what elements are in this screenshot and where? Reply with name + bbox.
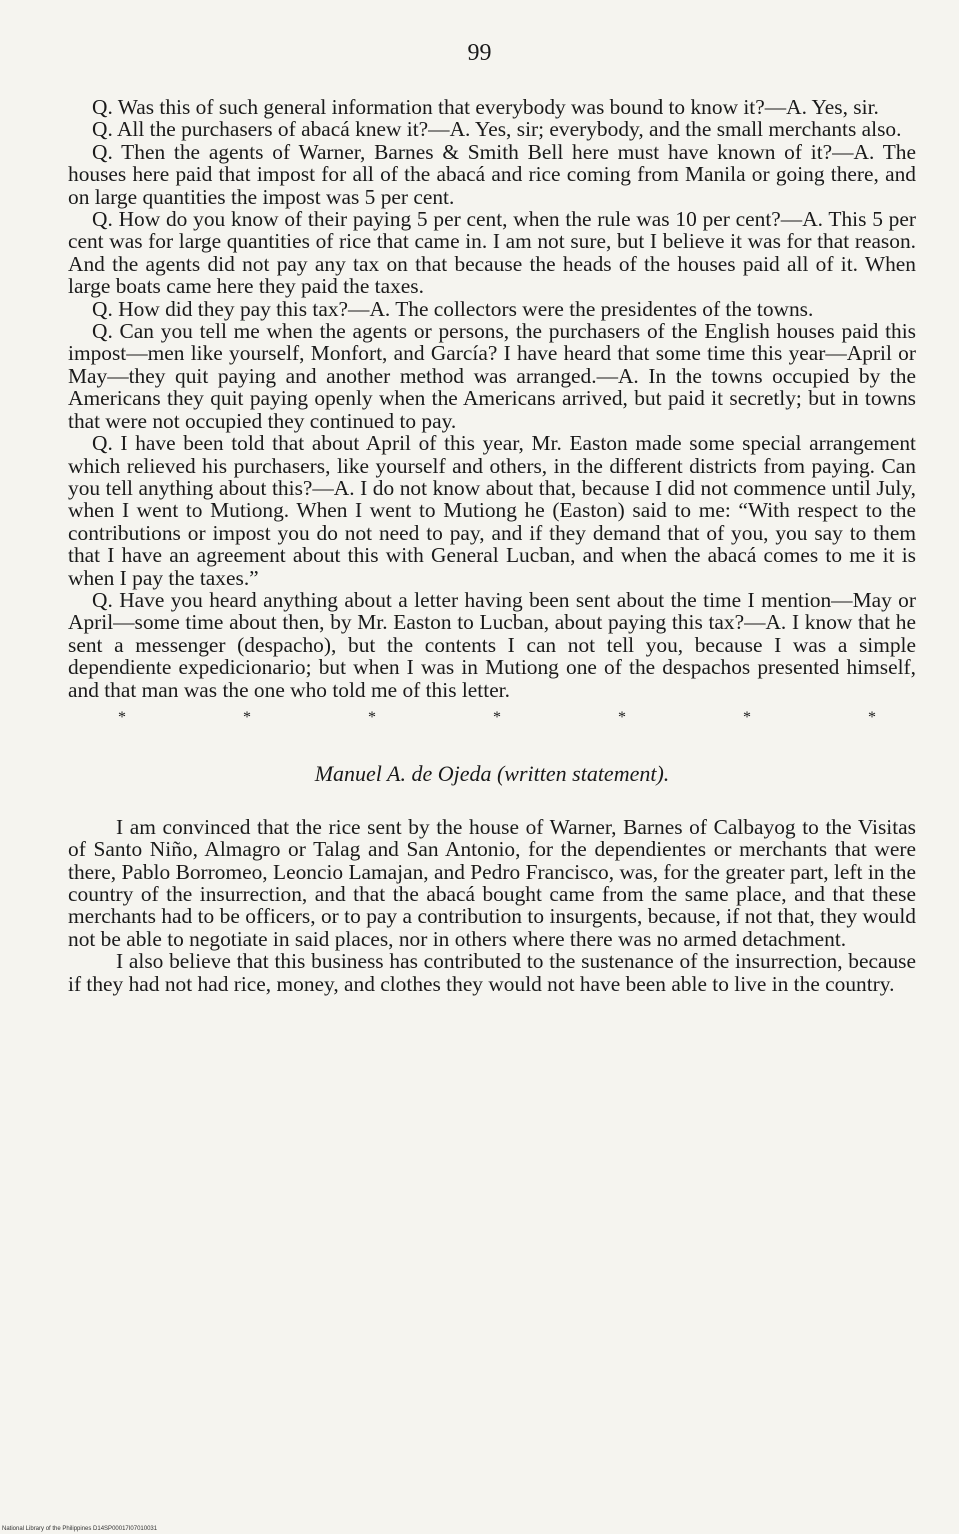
- separator-star: *: [118, 708, 126, 726]
- section-separator: [68, 707, 916, 729]
- separator-star: *: [868, 708, 876, 726]
- paragraph: Q. How did they pay this tax?—A. The collectors were the presidentes of the towns.: [92, 296, 814, 321]
- paragraph: Q. Then the agents of Warner, Barnes & Smith Bell here must have known of it?—A. The houses here paid that impost for all of the abacá and rice coming from Manila or going there, and on large quantities the impost was 5 per cent.: [68, 139, 916, 209]
- page-number: 99: [467, 40, 492, 66]
- separator-star: *: [368, 708, 376, 726]
- paragraph: Q. How do you know of their paying 5 per cent, when the rule was 10 per cent?—A. This 5 per cent was for large quantities of rice that came in. I am not sure, but I believe it was for that reason. And the agents did not pay any tax on that because the heads of the houses paid all of it. When large boats came here they paid the taxes.: [68, 207, 916, 299]
- paragraph: I also believe that this business has contributed to the sustenance of the insurrection, because if they had not had rice, money, and clothes they would not have been able to live in the country.: [68, 949, 916, 996]
- paragraph: I am convinced that the rice sent by the house of Warner, Barnes of Calbayog to the Visitas of Santo Niño, Almagro or Talag and San Antonio, for the dependientes or merchants that were there, Pablo Borromeo, Leoncio Lamajan, and Pedro Francisco, was, for the greater part, left in the country of the insurrection, and that the abacá bought came from the same place, and that these merchants had to be officers, or to pay a contribution to insurgents, because, if not that, they would not be able to negotiate in said places, nor in others where there was no armed detachment.: [68, 814, 916, 951]
- section-heading: Manuel A. de Ojeda (written statement).: [314, 761, 670, 787]
- paragraph: Q. Was this of such general information that everybody was bound to know it?—A. Yes, sir.: [92, 95, 879, 119]
- separator-star: *: [493, 708, 501, 726]
- paragraph: Q. All the purchasers of abacá knew it?—A. Yes, sir; everybody, and the small merchants also.: [92, 117, 902, 142]
- paragraph: Q. I have been told that about April of this year, Mr. Easton made some special arrangement which relieved his purchasers, like yourself and others, in the different districts from paying. Can you tell anything about this?—A. I do not know about that, because I did not commence until July, when I went to Mutiong. When I went to Mutiong he (Easton) said to me: “With respect to the contributions or impost you do not need to pay, and if they demand that of you, you say to them that I have an agreement about this with General Lucban, and when the abacá comes to me it is when I pay the taxes.”: [68, 431, 916, 590]
- separator-star: *: [618, 708, 626, 726]
- separator-star: *: [243, 708, 251, 726]
- separator-star: *: [743, 708, 751, 726]
- archive-footer: National Library of the Philippines D14SP00017I07010031: [2, 1526, 158, 1532]
- body-text: [68, 96, 916, 995]
- paragraph: Q. Can you tell me when the agents or persons, the purchasers of the English houses paid this impost—men like yourself, Monfort, and García? I have heard that some time this year—April or May—they quit paying and another method was arranged.—A. In the towns occupied by the Americans they quit paying openly when the Americans arrived, but paid it secretly; but in towns that were not occupied they continued to pay.: [68, 319, 916, 433]
- written-statement: [68, 816, 916, 995]
- paragraph: Q. Have you heard anything about a letter having been sent about the time I mention—May or April—some time about then, by Mr. Easton to Lucban, about paying this tax?—A. I know that he sent a messenger (despacho), but the contents I can not tell you, because I was a simple dependiente expedicionario; but when I was in Mutiong one of the despachos presented himself, and that man was the one who told me of this letter.: [68, 587, 916, 702]
